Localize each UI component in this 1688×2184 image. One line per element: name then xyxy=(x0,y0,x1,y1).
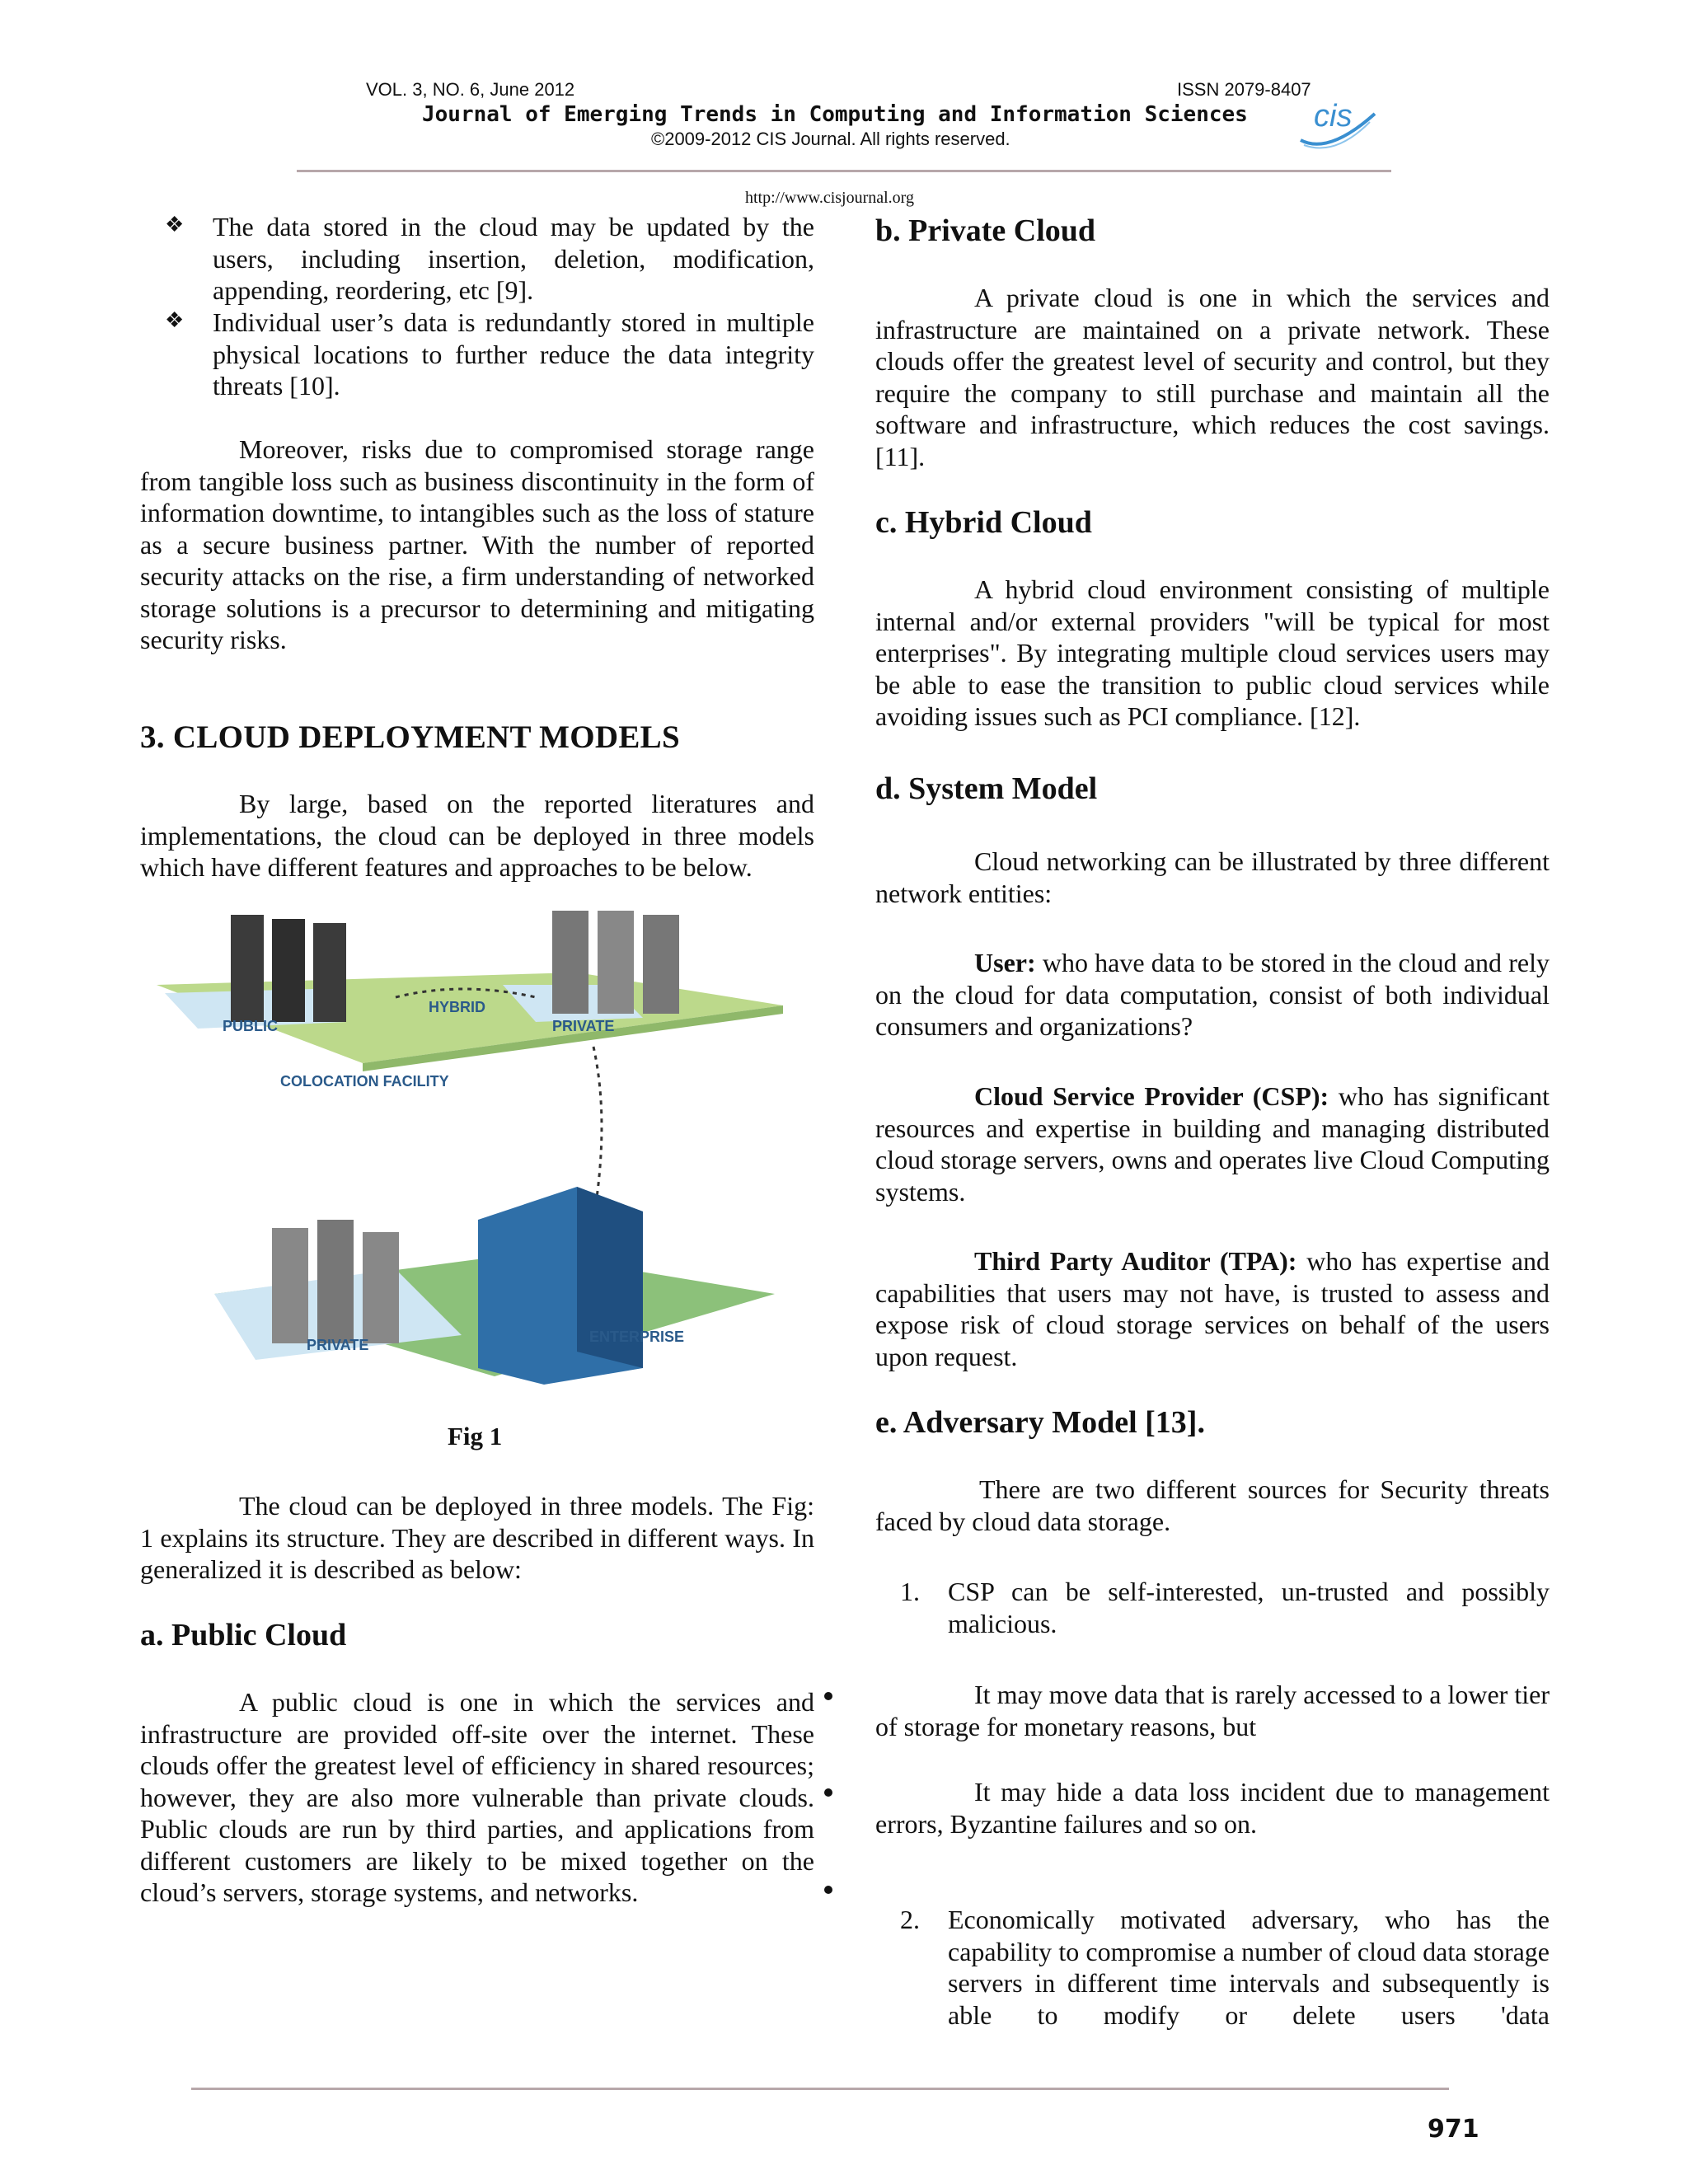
paragraph-adversary: There are two different sources for Security threats faced by cloud data storage. xyxy=(875,1474,1550,1536)
subsection-title-public: a. Public Cloud xyxy=(140,1618,347,1652)
bullet-dot xyxy=(824,1692,832,1700)
diamond-bullet-icon: ❖ xyxy=(165,213,185,237)
page-number: 971 xyxy=(1428,2115,1479,2144)
subsection-title-system-model: d. System Model xyxy=(875,771,1098,806)
paragraph-csp: Cloud Service Provider (CSP): who has significant resources and expertise in building and managing distributed cloud storage servers, owns and operates live Cloud Computing systems. xyxy=(875,1081,1550,1207)
footer-rule xyxy=(191,2088,1449,2090)
figure-label-private-bottom: PRIVATE xyxy=(307,1337,369,1353)
copyright: ©2009-2012 CIS Journal. All rights reserved. xyxy=(651,129,1010,149)
header-rule xyxy=(297,170,1391,172)
figure-label-private-top: PRIVATE xyxy=(552,1018,615,1034)
cis-logo xyxy=(1296,97,1378,155)
section-title-deployment: 3. CLOUD DEPLOYMENT MODELS xyxy=(140,719,680,755)
paragraph-models: By large, based on the reported literatures and implementations, the cloud can be deployed in three models which have different features and approaches to be below. xyxy=(140,789,814,882)
subsection-title-hybrid: c. Hybrid Cloud xyxy=(875,505,1092,540)
figure-label-enterprise: ENTERPRISE xyxy=(589,1329,685,1345)
paragraph-figure-description: The cloud can be deployed in three models. The Fig: 1 explains its structure. They are described in different ways. In generalized it is described as below: xyxy=(140,1491,814,1584)
journal-url[interactable]: http://www.cisjournal.org xyxy=(745,189,914,207)
subsection-title-adversary: e. Adversary Model [13]. xyxy=(875,1405,1205,1440)
journal-title: Journal of Emerging Trends in Computing and Information Sciences xyxy=(422,102,1248,127)
volume-info: VOL. 3, NO. 6, June 2012 xyxy=(366,79,575,100)
paragraph-risks: Moreover, risks due to compromised storage range from tangible loss such as business discontinuity in the form of information downtime, to intangibles such as the loss of stature as a secure business partner. With the number of reported security attacks on the rise, a firm understanding of networked storage solutions is a precursor to determining and mitigating security risks. xyxy=(140,434,814,654)
cloud-deployment-figure xyxy=(148,907,791,1385)
list-number: 2. xyxy=(900,1905,920,1934)
paragraph-private-cloud: A private cloud is one in which the services and infrastructure are maintained on a private network. These clouds offer the greatest level of security and control, but they require the company to still purchase and maintain all the software and infrastructure, which reduces the cost savings. [11]. xyxy=(875,283,1550,471)
list-number: 1. xyxy=(900,1577,920,1606)
bullet-item: The data stored in the cloud may be updated by the users, including insertion, deletion, modification, appending, reordering, etc [9]. xyxy=(213,212,814,305)
diamond-bullet-icon: ❖ xyxy=(165,308,185,332)
paragraph-move-data: It may move data that is rarely accessed to a lower tier of storage for monetary reasons, but xyxy=(875,1680,1550,1741)
paragraph-system-model: Cloud networking can be illustrated by three different network entities: xyxy=(875,846,1550,908)
paragraph-tpa: Third Party Auditor (TPA): who has expertise and capabilities that users may not have, is trusted to assess and expose risk of cloud storage services on behalf of the users upon request. xyxy=(875,1246,1550,1371)
paragraph-hybrid-cloud: A hybrid cloud environment consisting of multiple internal and/or external providers "will be typical for most enterprises". By integrating multiple cloud services users may be able to ease the transition to public cloud services while avoiding issues such as PCI compliance. [12]. xyxy=(875,574,1550,731)
cis-logo-text: cis xyxy=(1314,99,1353,134)
list-item-text: CSP can be self-interested, un-trusted and possibly malicious. xyxy=(948,1577,1550,1638)
paragraph-public-cloud: A public cloud is one in which the services and infrastructure are provided off-site over the internet. These clouds offer the greatest level of efficiency in shared resources; however, they are also more vulnerable than private clouds. Public clouds are run by third parties, and applications from different customers are likely to be mixed together on the cloud’s servers, storage systems, and networks. xyxy=(140,1687,814,1907)
figure-caption: Fig 1 xyxy=(448,1422,503,1451)
paragraph-user: User: who have data to be stored in the cloud and rely on the cloud for data computation, consist of both individual consumers and organizations? xyxy=(875,948,1550,1041)
paragraph-hide-loss: It may hide a data loss incident due to management errors, Byzantine failures and so on. xyxy=(875,1777,1550,1839)
bullet-item: Individual user’s data is redundantly stored in multiple physical locations to further reduce the data integrity threats [10]. xyxy=(213,307,814,401)
figure-label-public: PUBLIC xyxy=(223,1018,278,1034)
bullet-dot xyxy=(824,1886,832,1894)
figure-label-hybrid: HYBRID xyxy=(429,999,486,1015)
bullet-dot xyxy=(824,1788,832,1797)
list-item-text: Economically motivated adversary, who has the capability to compromise a number of cloud data storage servers in different time intervals and subsequently is able to modify or delete users 'data xyxy=(948,1905,1550,2030)
issn: ISSN 2079-8407 xyxy=(1177,79,1311,100)
subsection-title-private: b. Private Cloud xyxy=(875,213,1096,248)
figure-label-colocation: COLOCATION FACILITY xyxy=(280,1073,449,1090)
